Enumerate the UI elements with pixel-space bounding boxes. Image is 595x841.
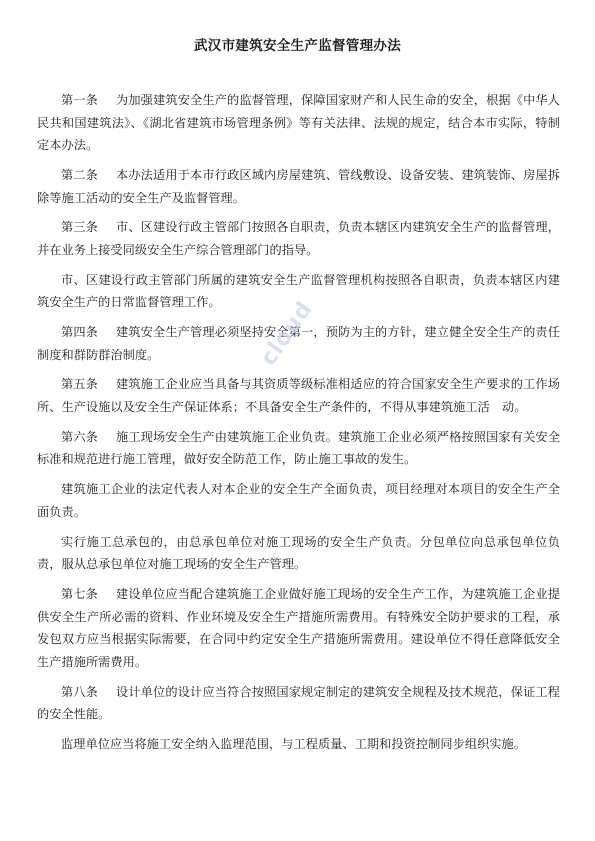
article-number: 第三条 bbox=[61, 220, 99, 235]
paragraph bbox=[37, 426, 560, 471]
paragraph bbox=[37, 531, 560, 576]
paragraph-text: 监理单位应当将施工安全纳入监理范围，与工程质量、工期和投资控制同步组织实施。 bbox=[61, 736, 527, 751]
paragraph bbox=[37, 733, 560, 756]
paragraph bbox=[37, 321, 560, 366]
paragraph bbox=[37, 89, 560, 157]
paragraph-text: 建筑施工企业的法定代表人对本企业的安全生产全面负责，项目经理对本项目的安全生产全面负责。 bbox=[37, 482, 560, 519]
article-number: 第四条 bbox=[61, 325, 99, 340]
document-body bbox=[37, 89, 560, 763]
paragraph bbox=[37, 269, 560, 314]
paragraph-text: 实行施工总承包的，由总承包单位对施工现场的安全生产负责。分包单位向总承包单位负责，服从总承包单位对施工现场的安全生产管理。 bbox=[37, 534, 560, 572]
paragraph bbox=[37, 583, 560, 673]
article-number: 第八条 bbox=[61, 684, 99, 699]
paragraph bbox=[37, 478, 560, 523]
paragraph bbox=[37, 216, 560, 261]
paragraph-text: 建筑施工企业应当具备与其资质等级标准相适应的符合国家安全生产要求的工作场所、生产设施以及安全生产保证体系；不具备安全生产条件的，不得从事建筑施工活 动。 bbox=[37, 377, 560, 415]
article-number: 第二条 bbox=[61, 167, 99, 182]
paragraph-text: 市、区建设行政主管部门按照各自职责，负责本辖区内建筑安全生产的监督管理，并在业务上接受同级安全生产综合管理部门的指导。 bbox=[37, 220, 560, 257]
paragraph bbox=[37, 681, 560, 726]
paragraph bbox=[37, 164, 560, 209]
paragraph-text: 建设单位应当配合建筑施工企业做好施工现场的安全生产工作，为建筑施工企业提供安全生产所必需的资料、作业环境及安全生产措施所需费用。有特殊安全防护要求的工程，承发包双方应当根据实际需要，在合同中约定安全生产措施所需费用。建设单位不得任意降低安全生产措施所需费用。 bbox=[37, 586, 560, 669]
paragraph-text: 本办法适用于本市行政区域内房屋建筑、管线敷设、设备安装、建筑装饰、房屋拆除等施工活动的安全生产及监督管理。 bbox=[37, 167, 560, 205]
article-number: 第五条 bbox=[61, 377, 99, 392]
paragraph bbox=[37, 373, 560, 418]
watermark: cloud bbox=[256, 296, 318, 371]
article-number: 第一条 bbox=[61, 93, 99, 107]
paragraph-text: 设计单位的设计应当符合按照国家规定制定的建筑安全规程及技术规范，保证工程的安全性能。 bbox=[37, 684, 560, 722]
paragraph-text: 为加强建筑安全生产的监督管理，保障国家财产和人民生命的安全，根据《中华人民共和国建筑法》、《湖北省建筑市场管理条例》等有关法律、法规的规定，结合本市实际，特制定本办法。 bbox=[37, 93, 560, 153]
document-title: 武汉市建筑安全生产监督管理办法 bbox=[194, 38, 401, 54]
article-number: 第七条 bbox=[61, 586, 99, 601]
paragraph-text: 建筑安全生产管理必须坚持安全第一，预防为主的方针，建立健全安全生产的责任制度和群防群治制度。 bbox=[37, 325, 560, 362]
article-number: 第六条 bbox=[61, 429, 99, 444]
paragraph-text: 市、区建设行政主管部门所属的建筑安全生产监督管理机构按照各自职责，负责本辖区内建筑安全生产的日常监督管理工作。 bbox=[37, 272, 560, 310]
paragraph-text: 施工现场安全生产由建筑施工企业负责。建筑施工企业必须严格按照国家有关安全标准和规范进行施工管理，做好安全防范工作，防止施工事故的发生。 bbox=[37, 429, 560, 467]
